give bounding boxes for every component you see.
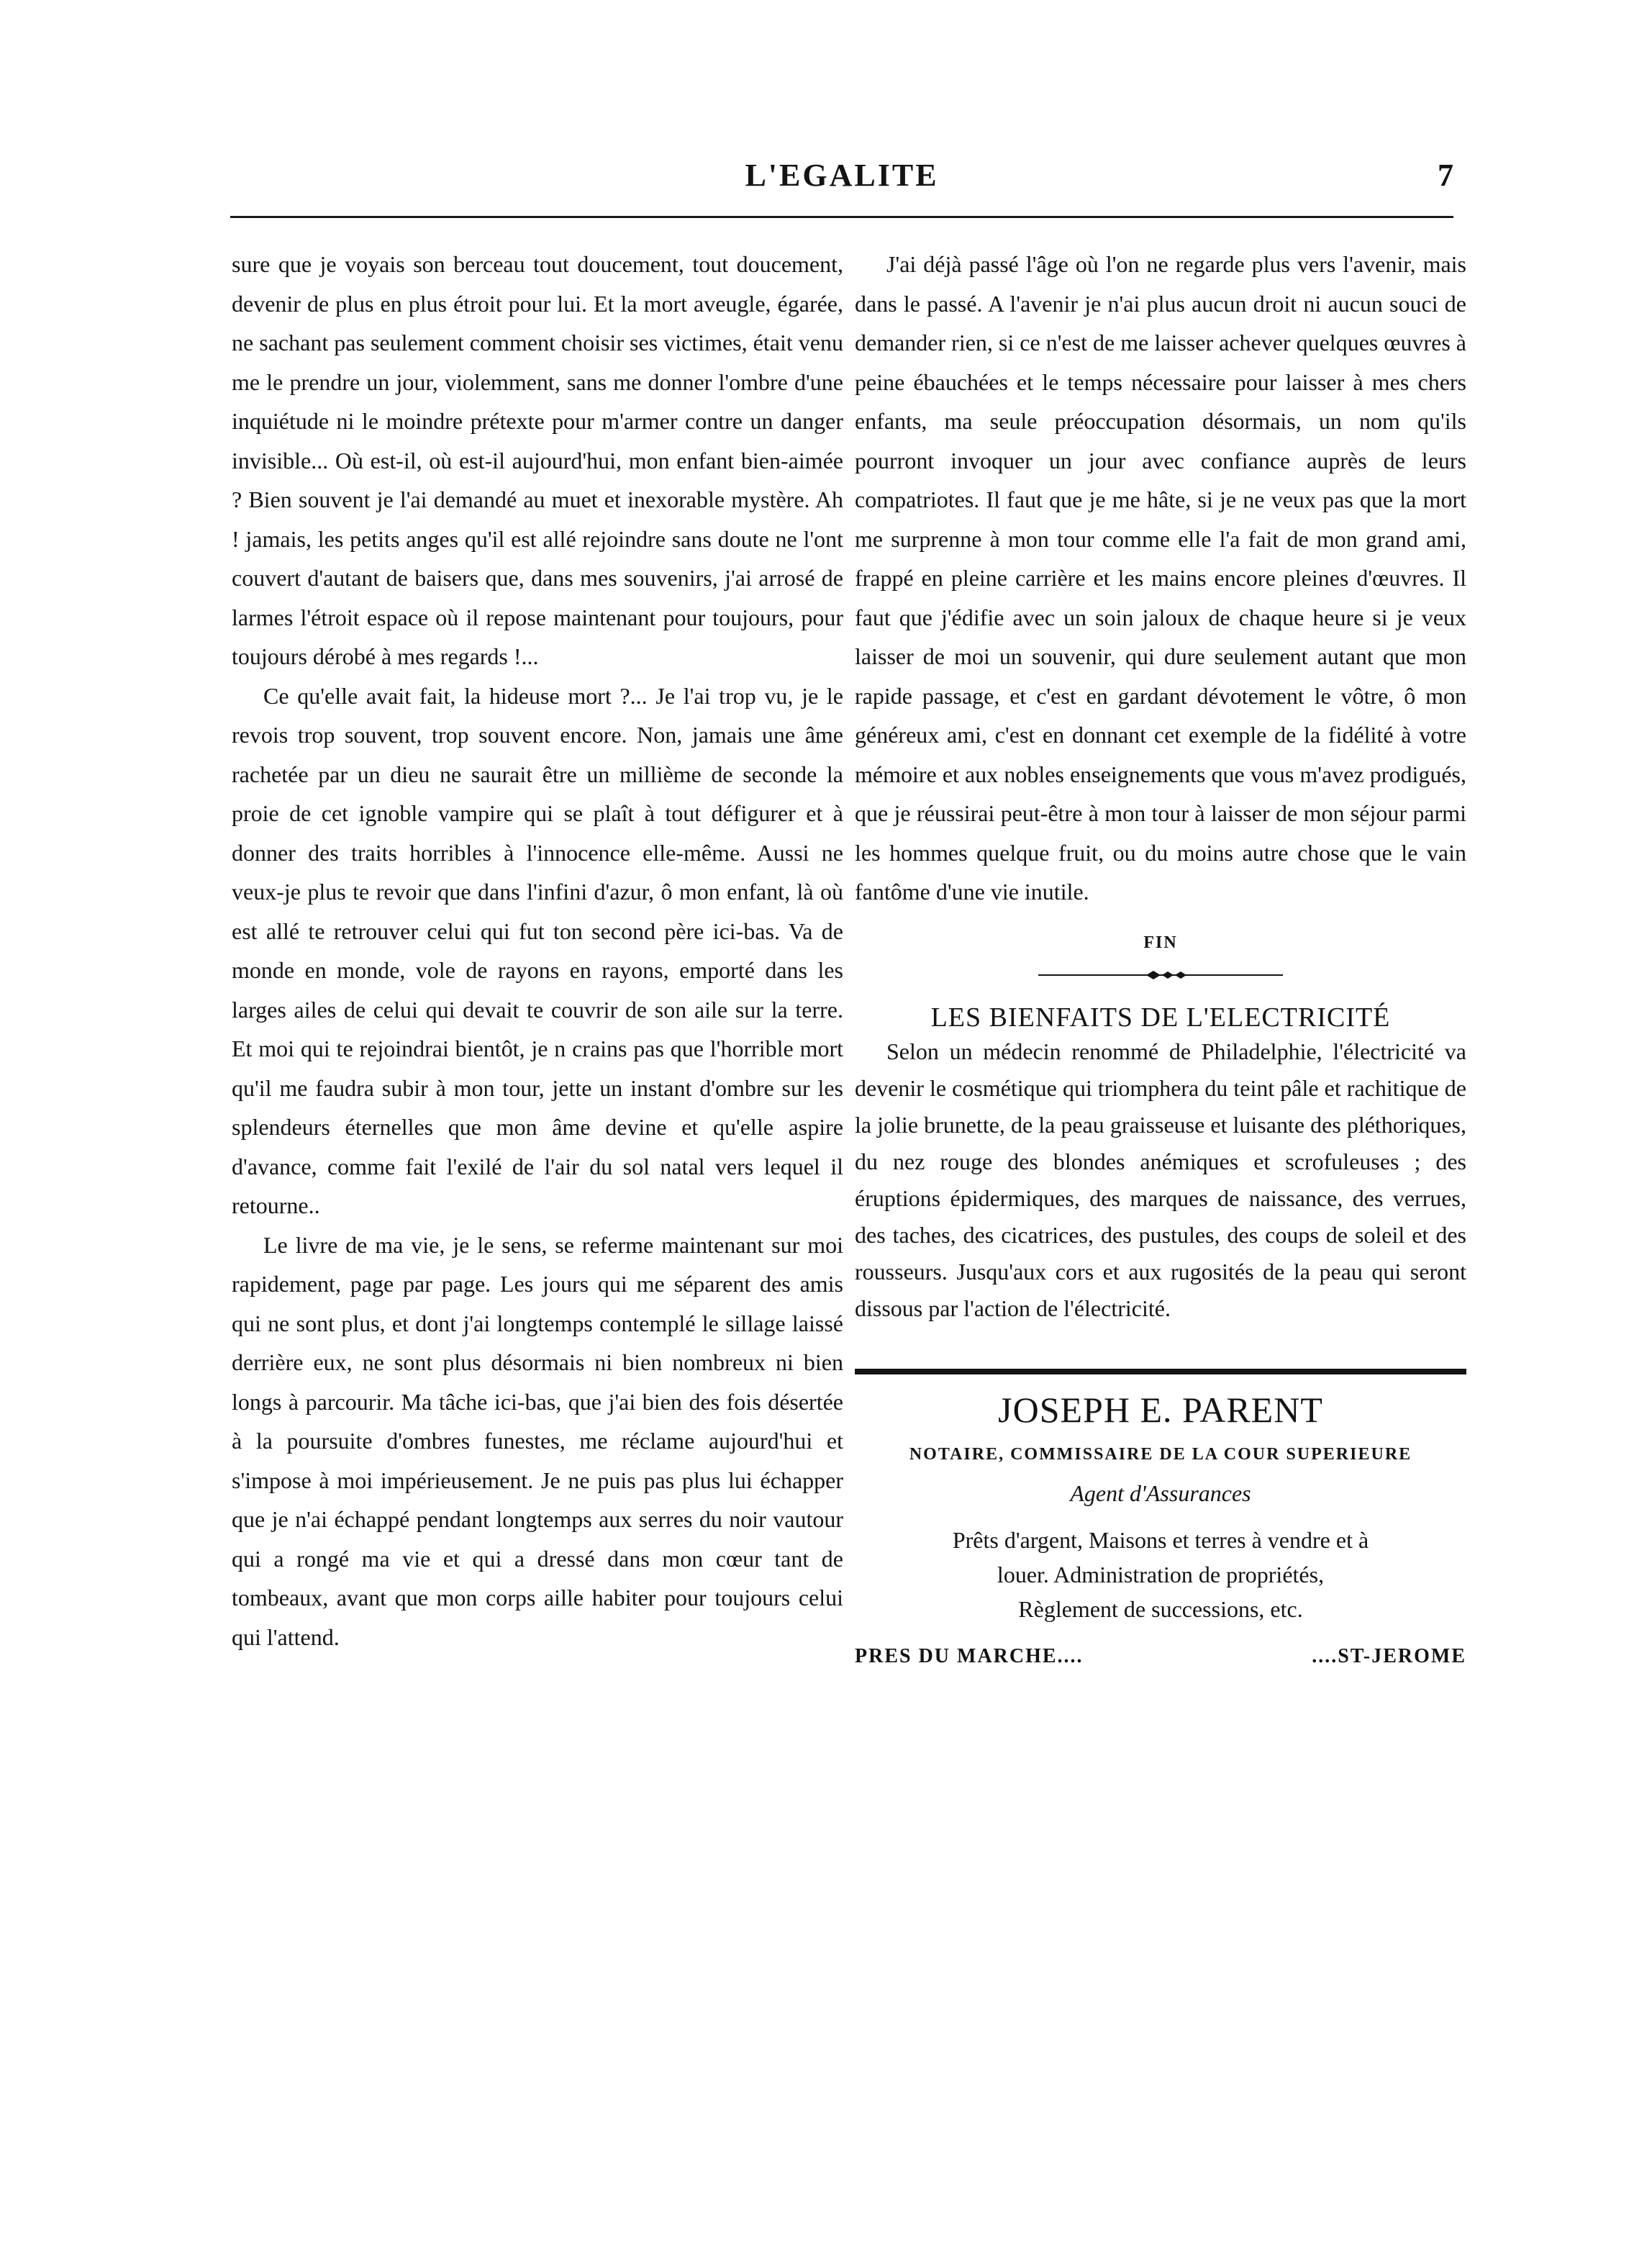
left-paragraph-2: Ce qu'elle avait fait, la hideuse mort ?... Je l'ai trop vu, je le revois trop souvent, trop souvent encore. Non, jamais une âme rachetée par un dieu ne saurait être un millième de seconde la proie de cet ignoble vampire qui se plaît à tout défigurer et à donner des traits horribles à l'innocence elle-même. Aussi ne veux-je plus te revoir que dans l'infini d'azur, ô mon enfant, là où est allé te retrouver celui qui fut ton second père ici-bas. Va de monde en monde, vole de rayons en rayons, emporté dans les larges ailes de celui qui devait te couvrir de son aile sur la terre. Et moi qui te rejoindrai bientôt, je n crains pas que l'horrible mort qu'il me faudra subir à mon tour, jette un instant d'ombre sur les splendeurs éternelles que mon âme devine et qu'elle aspire d'avance, comme fait l'exilé de l'air du sol natal vers lequel il retourne.. <box>232 682 843 1218</box>
right-column <box>855 245 1466 1668</box>
fin-marker: FIN <box>1143 933 1178 952</box>
article-title: LES BIENFAITS DE L'ELECTRICITÉ <box>930 1002 1391 1033</box>
left-paragraph-3: Le livre de ma vie, je le sens, se referme maintenant sur moi rapidement, page par page. Les jours qui me séparent des amis qui ne sont plus, et dont j'ai longtemps contemplé le sillage laissé derrière eux, ne sont plus désormais ni bien nombreux ni bien longs à parcourir. Ma tâche ici-bas, que j'ai bien des fois désertée à la poursuite d'ombres funestes, me réclame aujourd'hui et s'impose à moi impérieusement. Je ne puis pas plus lui échapper que je n'ai échappé pendant longtemps aux serres du noir vautour qui a rongé ma vie et qui a dressé dans mon cœur tant de tombeaux, avant que mon corps aille habiter pour toujours celui qui l'attend. <box>232 1231 843 1650</box>
advert-description <box>855 1523 1466 1626</box>
advert-desc-line: Règlement de successions, etc. <box>1018 1595 1303 1622</box>
advert-title-line: NOTAIRE, COMMISSAIRE DE LA COUR SUPERIEURE <box>909 1444 1412 1464</box>
ornament-divider-icon <box>1038 969 1283 982</box>
advertisement <box>855 1389 1466 1668</box>
page-number: 7 <box>1438 158 1453 193</box>
article <box>855 1033 1466 1327</box>
left-column <box>232 245 843 1657</box>
advert-desc-line: louer. Administration de propriétés, <box>997 1561 1325 1587</box>
left-paragraph-1: sure que je voyais son berceau tout doucement, tout doucement, devenir de plus en plus étroit pour lui. Et la mort aveugle, égarée, ne sachant pas seulement comment choisir ses victimes, était venu me le prendre un jour, violemment, sans me donner l'ombre d'une inquiétude ni le moindre prétexte pour m'armer contre un danger invisible... Où est-il, où est-il aujourd'hui, mon enfant bien-aimée ? Bien souvent je l'ai demandé au muet et inexorable mystère. Ah ! jamais, les petits anges qu'il est allé rejoindre sans doute ne l'ont couvert d'autant de baisers que, dans mes souvenirs, j'ai arrosé de larmes l'étroit espace où il repose maintenant pour toujours, pour toujours dérobé à mes regards !... <box>232 251 843 669</box>
advert-footer-right: ....ST-JEROME <box>1312 1644 1466 1667</box>
header-rule <box>230 216 1453 218</box>
newspaper-title: L'EGALITE <box>745 158 939 193</box>
advert-rule <box>855 1369 1466 1374</box>
advert-desc-line: Prêts d'argent, Maisons et terres à vendre et à <box>952 1526 1369 1553</box>
article-body: Selon un médecin renommé de Philadelphie, l'électricité va devenir le cosmétique qui triomphera du teint pâle et rachitique de la jolie brunette, de la peau graisseuse et luisante des pléthoriques, du nez rouge des blondes anémiques et scrofuleuses ; des éruptions épidermiques, des marques de naissance, des verrues, des taches, des cicatrices, des pustules, des coups de soleil et des rousseurs. Jusqu'aux cors et aux rugosités de la peau qui seront dissous par l'action de l'électricité. <box>855 1038 1466 1321</box>
right-paragraph-1: J'ai déjà passé l'âge où l'on ne regarde plus vers l'avenir, mais dans le passé. A l'avenir je n'ai plus aucun droit ni aucun souci de demander rien, si ce n'est de me laisser achever quelques œuvres à peine ébauchées et le temps nécessaire pour laisser à mes chers enfants, ma seule préoccupation désormais, un nom qu'ils pourront invoquer un jour avec confiance auprès de leurs compatriotes. Il faut que je me hâte, si je ne veux pas que la mort me surprenne à mon tour comme elle l'a fait de mon grand ami, frappé en pleine carrière et les mains encore pleines d'œuvres. Il faut que j'édifie avec un soin jaloux de chaque heure si je veux laisser de moi un souvenir, qui dure seulement autant que mon rapide passage, et c'est en gardant dévotement le vôtre, ô mon généreux ami, c'est en donnant cet exemple de la fidélité à votre mémoire et aux nobles enseignements que vous m'avez prodigués, que je réussirai peut-être à mon tour à laisser de mon séjour parmi les hommes quelque fruit, ou du moins autre chose que le vain fantôme d'une vie inutile. <box>855 251 1466 905</box>
advert-footer <box>855 1645 1466 1668</box>
advert-subtitle: Agent d'Assurances <box>1070 1480 1251 1506</box>
advert-name: JOSEPH E. PARENT <box>998 1389 1323 1430</box>
advert-footer-left: PRES DU MARCHE.... <box>855 1644 1084 1667</box>
page-header <box>230 157 1453 207</box>
